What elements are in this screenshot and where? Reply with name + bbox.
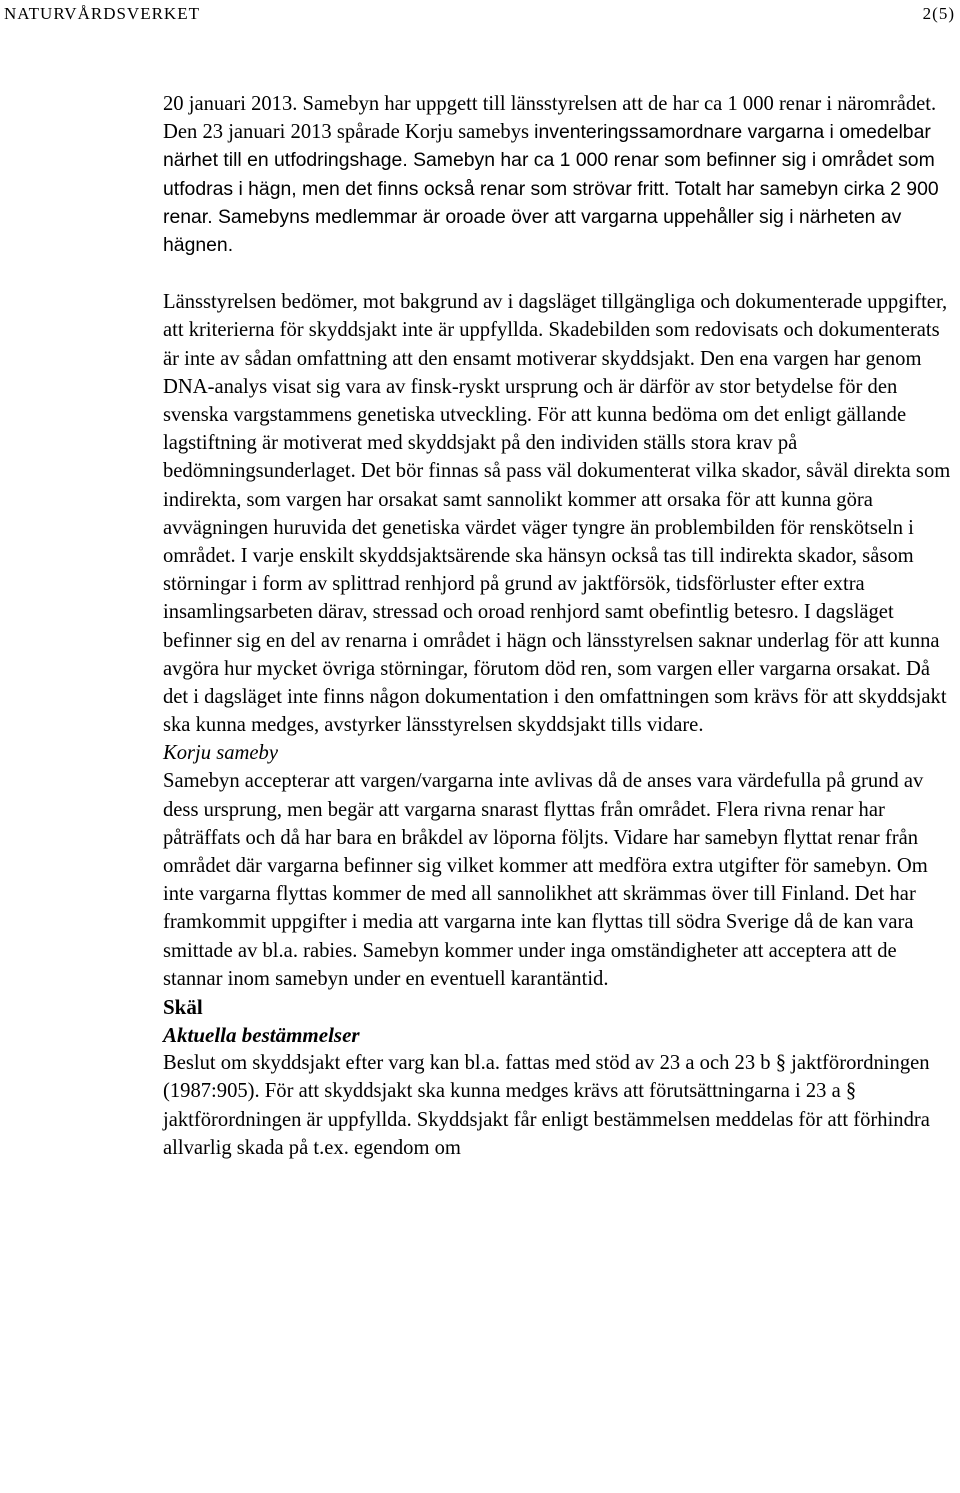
aktuella-bestammelser-heading: Aktuella bestämmelser: [163, 1023, 360, 1048]
paragraph-situation-sans: inventeringssamordnare vargarna i omedelbar närhet till en utfodringshage. Samebyn har ca 1 000 renar som befinner sig i området som utfodras i hägn, men det finns också renar som strövar fritt. Totalt har samebyn cirka 2 900 renar. Samebyns medlemmar är oroade över att vargarna uppehåller sig i närheten av hägnen.: [163, 121, 939, 257]
korju-sameby-body: Samebyn accepterar att vargen/vargarna inte avlivas då de anses vara värdefulla på grund av dess ursprung, men begär att vargarna snarast flyttas från området. Flera rivna renar har påträffats och då har bara en bråkdel av löporna följts. Vidare har samebyn flyttat renar från området där vargarna befinner sig vilket kommer att medföra extra utgifter för samebyn. Om inte vargarna flyttas kommer de med all sannolikhet att skrämmas över till Finland. Det har framkommit uppgifter i media att vargarna inte kan flyttas till södra Sverige då de kan vara smittade av bl.a. rabies. Samebyn kommer under inga omständigheter att acceptera att de stannar inom samebyn under en eventuell karantäntid.: [163, 770, 928, 990]
paragraph-situation: [163, 90, 958, 259]
aktuella-bestammelser-body: Beslut om skyddsjakt efter varg kan bl.a. fattas med stöd av 23 a och 23 b § jaktförordningen (1987:905). För att skyddsjakt ska kunna medges krävs att förutsättningarna i 23 a § jaktförordningen är uppfyllda. Skyddsjakt får enligt bestämmelsen meddelas för att förhindra allvarlig skada på t.ex. egendom om: [163, 1052, 930, 1159]
document-body: [163, 90, 958, 1162]
korju-sameby-heading: Korju sameby: [163, 742, 278, 765]
skal-heading: Skäl: [163, 995, 203, 1020]
paragraph-assessment: Länsstyrelsen bedömer, mot bakgrund av i dagsläget tillgängliga och dokumenterade uppgifter, att kriterierna för skyddsjakt inte är uppfyllda. Skadebilden som redovisats och dokumenterats är inte av sådan omfattning att den ensamt motiverar skyddsjakt. Den ena vargen har genom DNA-analys visat sig vara av finsk-ryskt ursprung och är därför av stor betydelse för den svenska vargstammens genetiska utveckling. För att kunna bedöma om det enligt gällande lagstiftning är motiverat med skyddsjakt på den individen ställs stora krav på bedömningsunderlaget. Det bör finnas så pass väl dokumenterat vilka skador, såväl direkta som indirekta, som vargen har orsakat samt sannolikt kommer att orsaka för att kunna göra avvägningen huruvida det genetiska värdet väger tyngre än problembilden för renskötseln i området. I varje enskilt skyddsjaktsärende ska hänsyn också tas till indirekta skador, såsom störningar i form av splittrad renhjord på grund av jaktförsök, tidsförluster efter extra insamlingsarbeten därav, stressad och oroad renhjord samt obefintlig betesro. I dagsläget befinner sig en del av renarna i området i hägn och länsstyrelsen saknar underlag för att kunna avgöra hur mycket övriga störningar, förutom död ren, som vargen eller vargarna orsakat. Då det i dagsläget inte finns någon dokumentation i den omfattningen som krävs för att skyddsjakt ska kunna medges, avstyrker länsstyrelsen skyddsjakt tills vidare.: [163, 291, 951, 737]
organization-name: NATURVÅRDSVERKET: [4, 4, 200, 23]
page-header: [0, 0, 960, 30]
page-number: 2(5): [922, 4, 955, 23]
paragraph-situation-serif: 20 januari 2013. Samebyn har uppgett till länsstyrelsen att de har ca 1 000 renar i närområdet. Den 23 januari 2013 spårade Korju samebys: [163, 93, 937, 144]
